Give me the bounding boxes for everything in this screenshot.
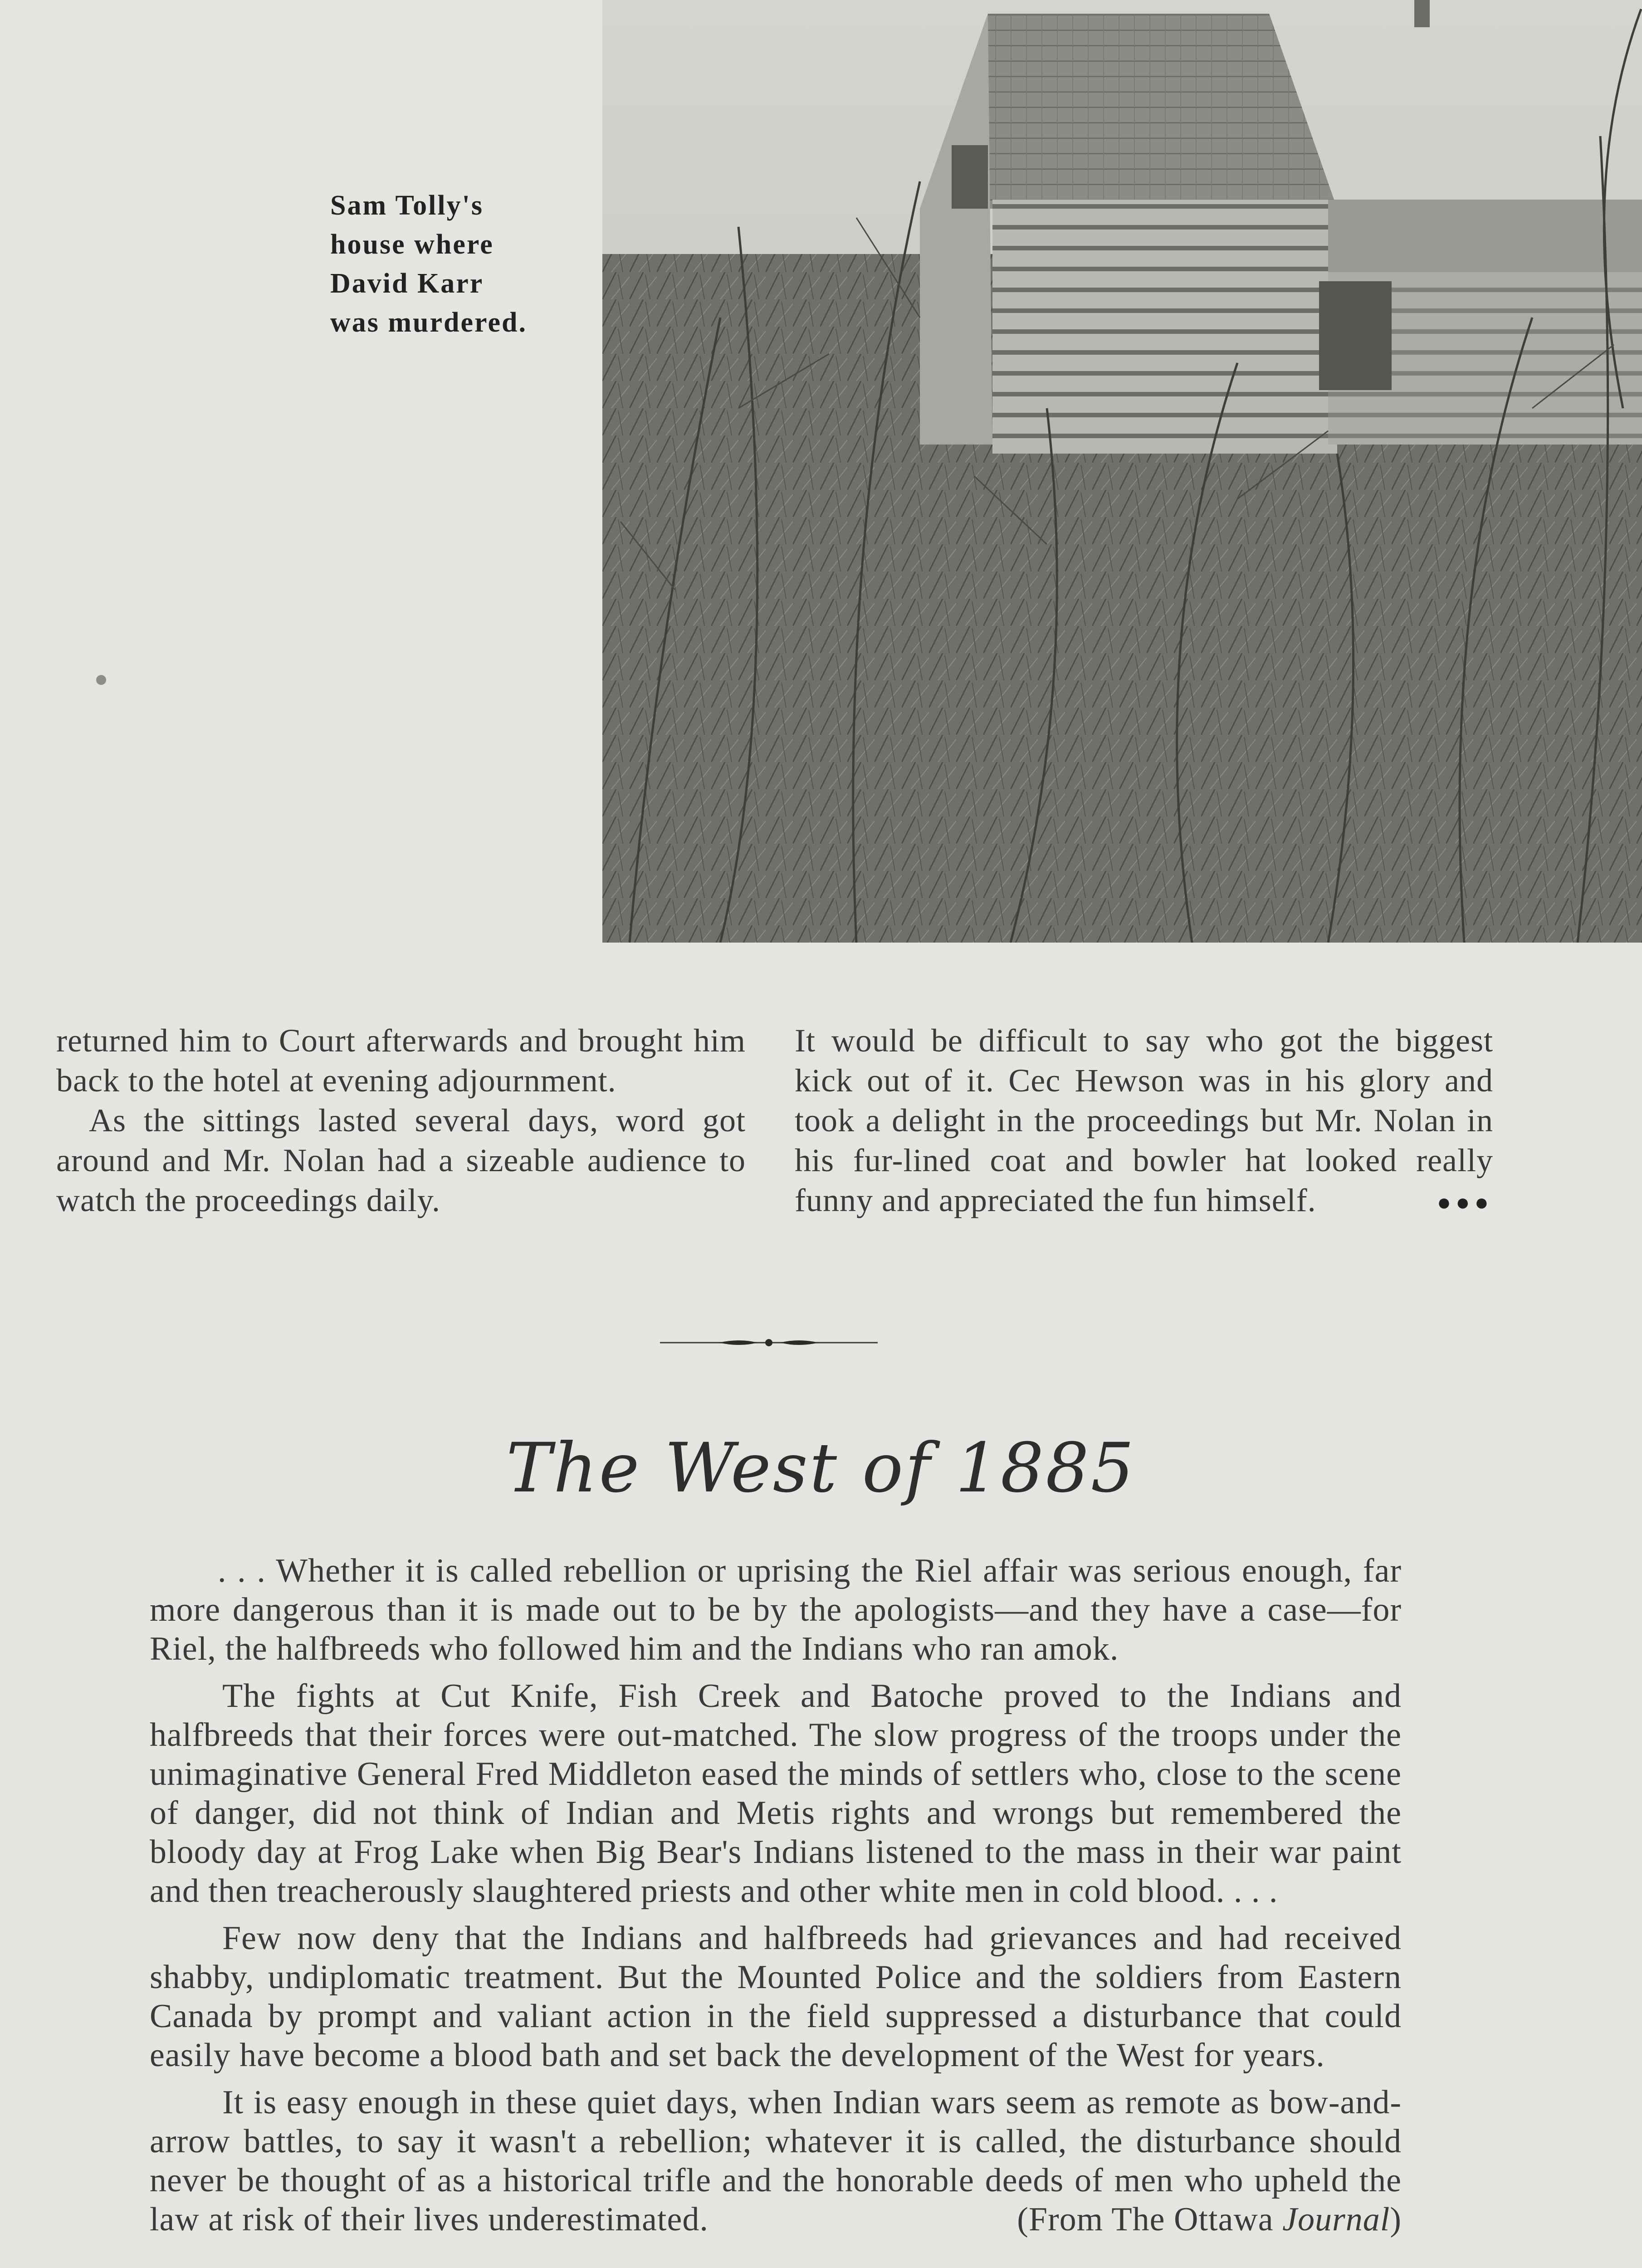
caption-line: was murdered.	[330, 307, 527, 338]
cabin-photo-drawing	[602, 0, 1642, 943]
paper-speck	[96, 675, 106, 685]
paragraph	[795, 1021, 1493, 1220]
paragraph: Few now deny that the Indians and halfbreeds had grievances and had received shabby, undiplomatic treatment. But the Mounted Police and the soldiers from Eastern Canada by prompt and valiant action in the field suppressed a disturbance that could easily have become a blood bath and set back the development of the West for years.	[150, 1920, 1402, 2074]
end-mark-icon: ●●●	[1437, 1190, 1493, 1216]
paragraph: . . . Whether it is called rebellion or uprising the Riel affair was serious enough, far more dangerous than it is made out to be by the apologists—and they have a case—for Riel, the halfbreeds who followed him and the Indians who ran amok.	[150, 1552, 1402, 1667]
paragraph: As the sittings lasted several days, word got around and Mr. Nolan had a sizeable audience to watch the proceedings daily.	[56, 1102, 746, 1218]
article-body	[150, 1551, 1402, 2247]
paragraph	[150, 2083, 1402, 2239]
source-suffix: )	[1390, 2201, 1402, 2238]
paragraph: returned him to Court afterwards and brought him back to the hotel at evening adjournment.	[56, 1022, 746, 1099]
paragraph: The fights at Cut Knife, Fish Creek and Batoche proved to the Indians and halfbreeds that their forces were out-matched. The slow progress of the troops under the unimaginative General Fred Middleton eased the minds of settlers who, close to the scene of danger, did not think of Indian and Metis rights and wrongs but remembered the bloody day at Frog Lake when Big Bear's Indians listened to the mass in their war paint and then treacherously slaughtered priests and other white men in cold blood. . . .	[150, 1677, 1402, 1910]
cabin-photo	[602, 0, 1642, 943]
left-column	[56, 1021, 746, 1220]
right-column	[795, 1021, 1493, 1223]
article-title: The West of 1885	[506, 1429, 1136, 1508]
source-journal: Journal	[1282, 2201, 1390, 2238]
caption-line: David Karr	[330, 268, 484, 299]
caption-line: house where	[330, 229, 494, 260]
paragraph-text: It would be difficult to say who got the biggest kick out of it. Cec Hewson was in his glory and took a delight in the proceedings but Mr. Nolan in his fur-lined coat and bowler hat looked really funny and appreciated the fun himself.	[795, 1022, 1493, 1218]
cabin-window	[1319, 281, 1392, 390]
source-credit	[944, 2200, 1402, 2239]
divider-ornament-icon	[660, 1331, 878, 1354]
paragraph-text: It is easy enough in these quiet days, when Indian wars seem as remote as bow-and-arrow battles, to say it wasn't a rebellion; whatever it is called, the disturbance should never be thought of as a historical trifle and the honorable deeds of men who upheld the law at risk of their lives underestimated.	[150, 2084, 1402, 2238]
photo-caption	[330, 186, 584, 342]
cabin-wall	[992, 200, 1337, 454]
source-prefix: (From The Ottawa	[1017, 2201, 1283, 2238]
caption-line: Sam Tolly's	[330, 190, 484, 221]
